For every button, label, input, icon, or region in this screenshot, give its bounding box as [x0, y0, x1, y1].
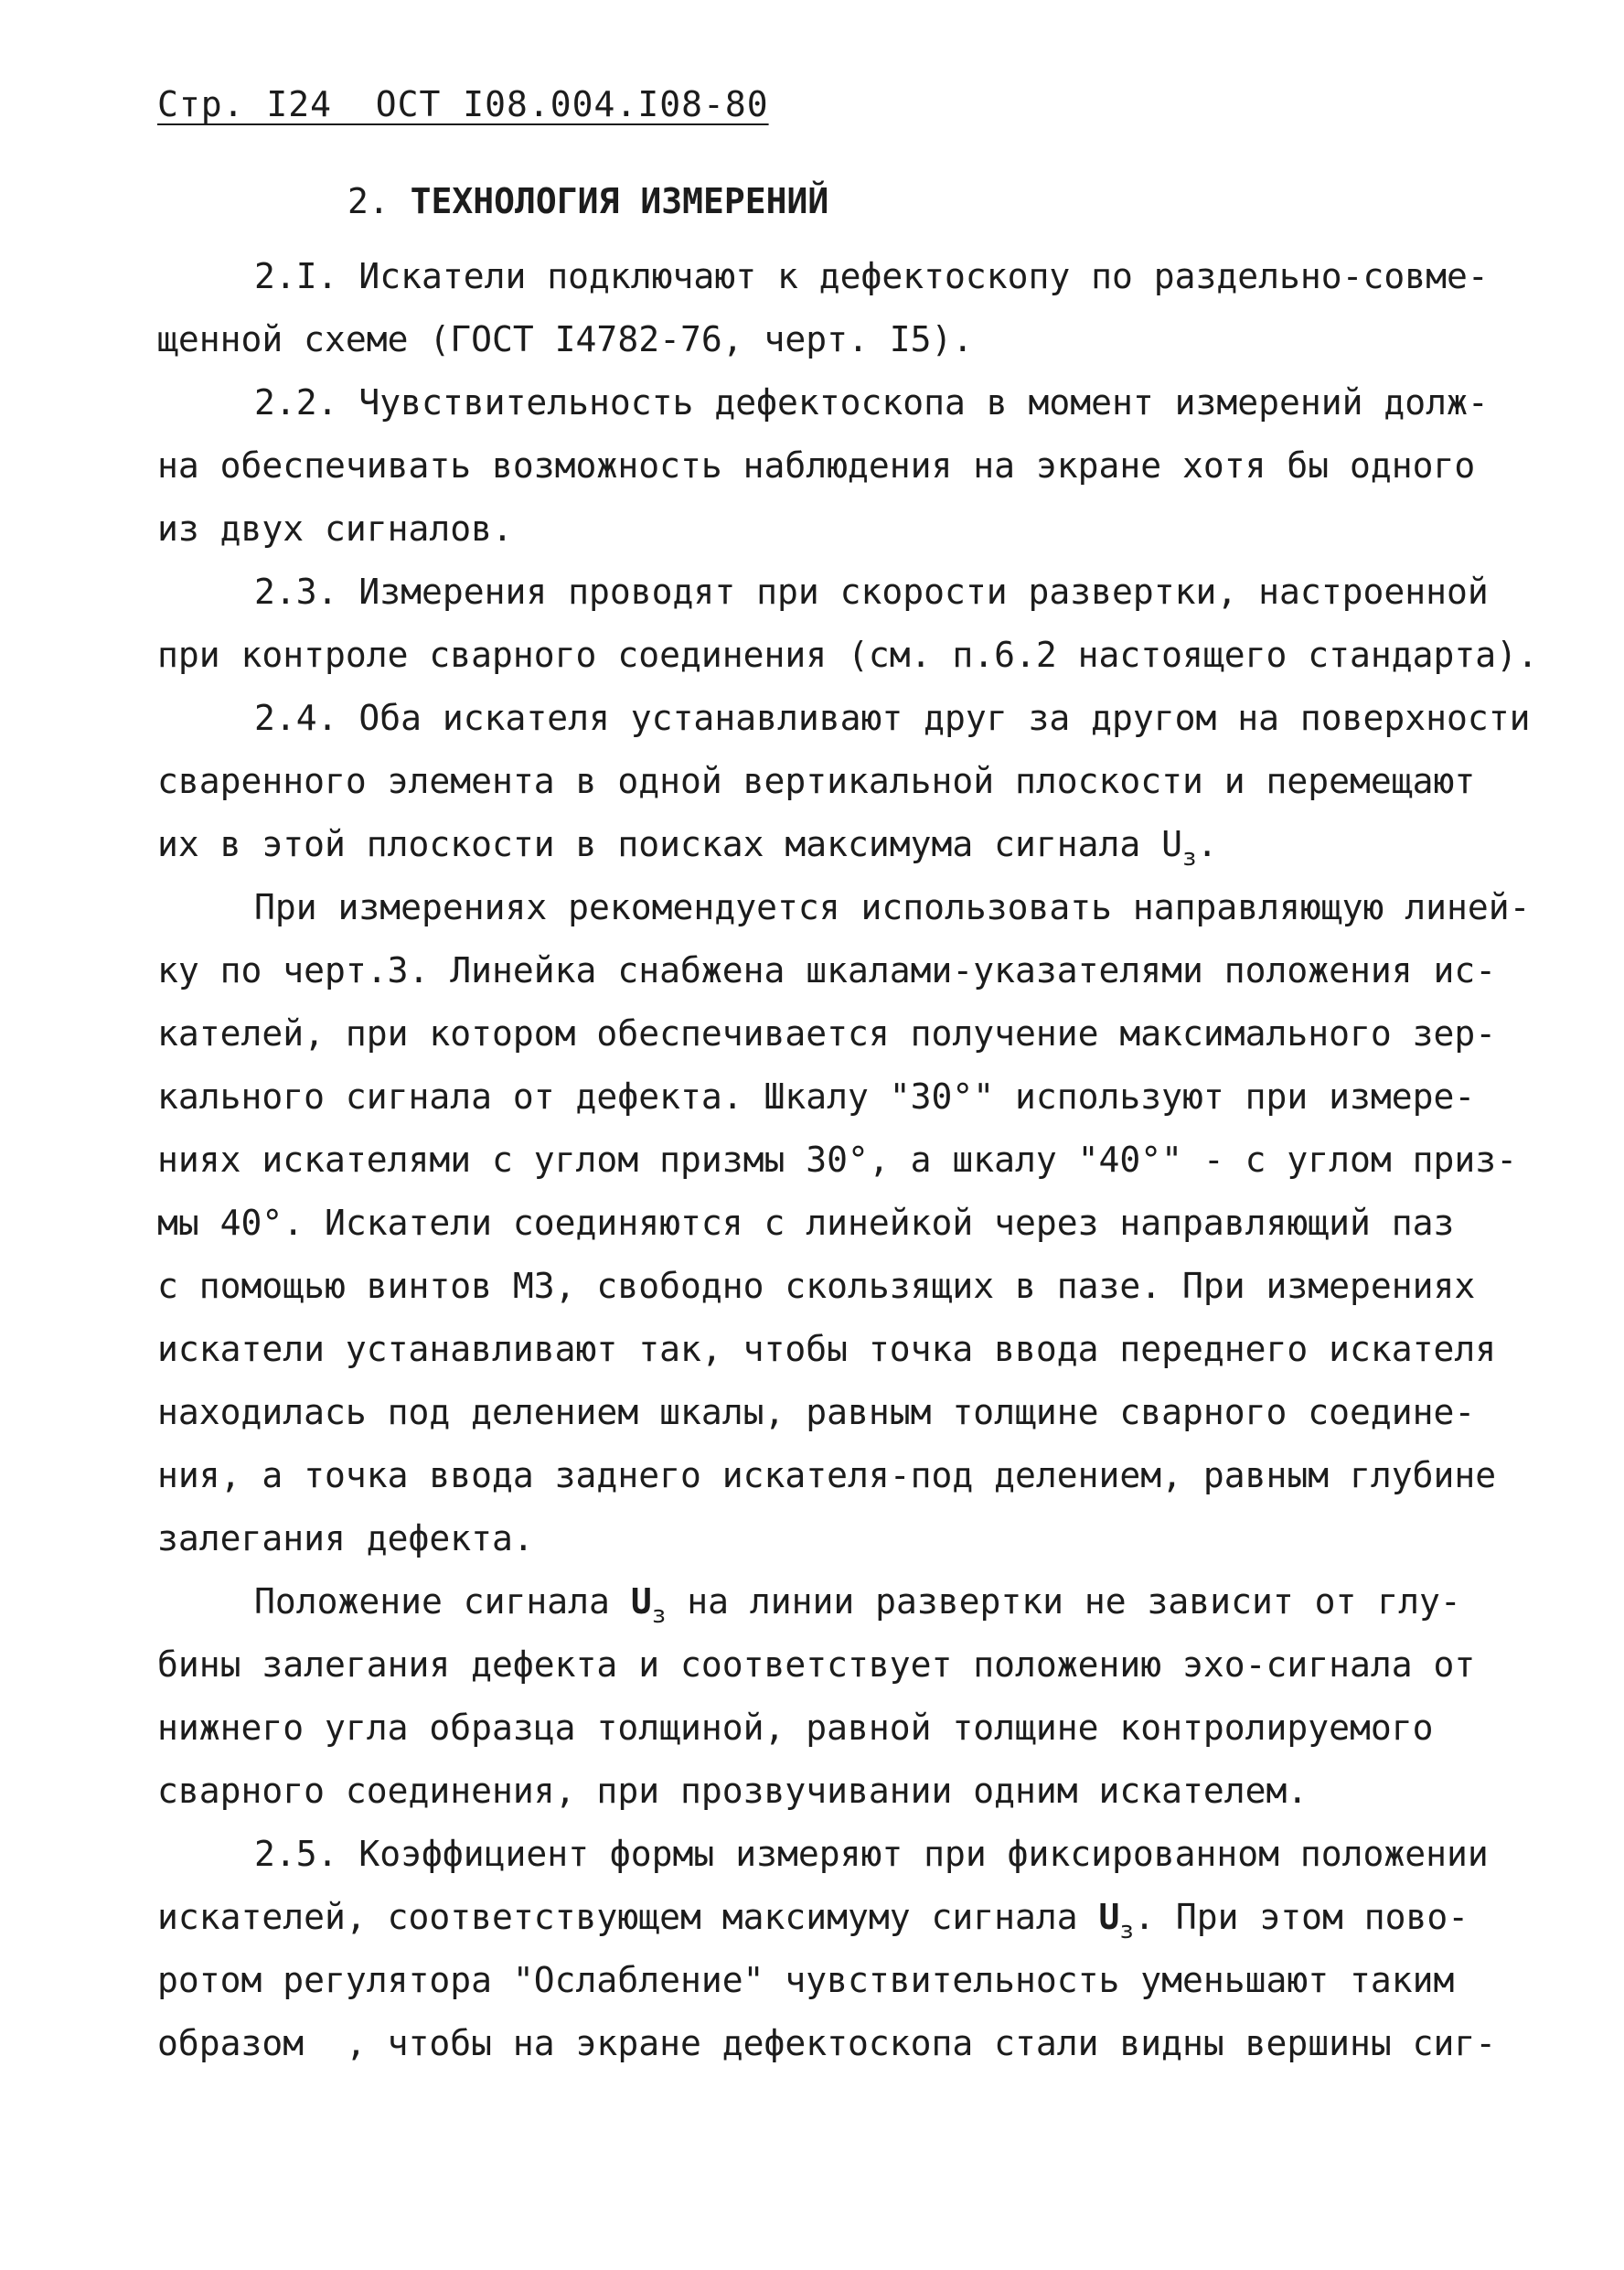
signal-symbol: U: [1161, 824, 1183, 864]
text-line: залегания дефекта.: [157, 1518, 534, 1558]
text-fragment: Положение сигнала: [254, 1581, 631, 1622]
text-line: искатели устанавливают так, чтобы точка ввода переднего искателя: [157, 1329, 1497, 1369]
section-heading: [347, 181, 828, 221]
text-line: ния, а точка ввода заднего искателя-под делением, равным глубине: [157, 1455, 1497, 1495]
text-line: щенной схеме (ГОСТ I4782-76, черт. I5).: [157, 319, 974, 359]
text-line: сварного соединения, при прозвучивании одним искателем.: [157, 1771, 1309, 1811]
section-title: ТЕХНОЛОГИЯ ИЗМЕРЕНИЙ: [410, 181, 829, 221]
text-line: сваренного элемента в одной вертикальной плоскости и перемещают: [157, 761, 1476, 801]
text-line: кателей, при котором обеспечивается получение максимального зер-: [157, 1013, 1497, 1054]
text-line: 2.2. Чувствительность дефектоскопа в момент измерений долж-: [254, 382, 1489, 423]
text-line: 2.4. Оба искателя устанавливают друг за другом на поверхности: [254, 698, 1531, 738]
text-line: с помощью винтов М3, свободно скользящих в пазе. При измерениях: [157, 1266, 1476, 1306]
signal-subscript: з: [651, 1601, 667, 1629]
text-line: При измерениях рекомендуется использовать направляющую линей-: [254, 887, 1531, 927]
text-fragment: искателей, соответствующем максимуму сигнала: [157, 1897, 1099, 1937]
text-line: [157, 1886, 1469, 1949]
text-line: [157, 1570, 1461, 1633]
text-line: бины залегания дефекта и соответствует положению эхо-сигнала от: [157, 1644, 1476, 1685]
text-line: находилась под делением шкалы, равным толщине сварного соедине-: [157, 1392, 1476, 1432]
text-fragment: .: [1196, 824, 1218, 864]
signal-symbol: U: [630, 1581, 652, 1622]
text-line: 2.3. Измерения проводят при скорости развертки, настроенной: [254, 572, 1489, 612]
signal-subscript: з: [1119, 1917, 1135, 1944]
section-number: 2.: [347, 181, 390, 221]
document-body: [157, 245, 1538, 2075]
text-line: образом , чтобы на экране дефектоскопа стали видны вершины сиг-: [157, 2023, 1497, 2063]
text-fragment: их в этой плоскости в поисках максимума сигнала: [157, 824, 1162, 864]
text-fragment: на линии развертки не зависит от глу-: [666, 1581, 1461, 1622]
text-line: ниях искателями с углом призмы 30°, а шкалу "40°" - с углом приз-: [157, 1140, 1518, 1180]
text-line: из двух сигналов.: [157, 509, 513, 549]
signal-symbol: U: [1098, 1897, 1120, 1937]
text-line: при контроле сварного соединения (см. п.6.2 настоящего стандарта).: [157, 635, 1538, 675]
text-line: мы 40°. Искатели соединяются с линейкой через направляющий паз: [157, 1203, 1455, 1243]
text-line: ротом регулятора "Ослабление" чувствительность уменьшают таким: [157, 1960, 1455, 2000]
text-line: кального сигнала от дефекта. Шкалу "30°" используют при измере-: [157, 1076, 1476, 1117]
text-line: ку по черт.3. Линейка снабжена шкалами-указателями положения ис-: [157, 950, 1497, 990]
text-line: нижнего угла образца толщиной, равной толщине контролируемого: [157, 1708, 1434, 1748]
text-line: 2.5. Коэффициент формы измеряют при фиксированном положении: [254, 1834, 1489, 1874]
text-line: 2.I. Искатели подключают к дефектоскопу по раздельно-совме-: [254, 256, 1489, 296]
text-line: [157, 813, 1456, 876]
text-fragment: . При этом пово-: [1134, 1897, 1469, 1937]
signal-subscript: з: [1182, 844, 1197, 872]
text-line: на обеспечивать возможность наблюдения на экране хотя бы одного: [157, 445, 1476, 486]
page-header: Стр. I24 ОСТ I08.004.I08-80: [157, 84, 769, 124]
